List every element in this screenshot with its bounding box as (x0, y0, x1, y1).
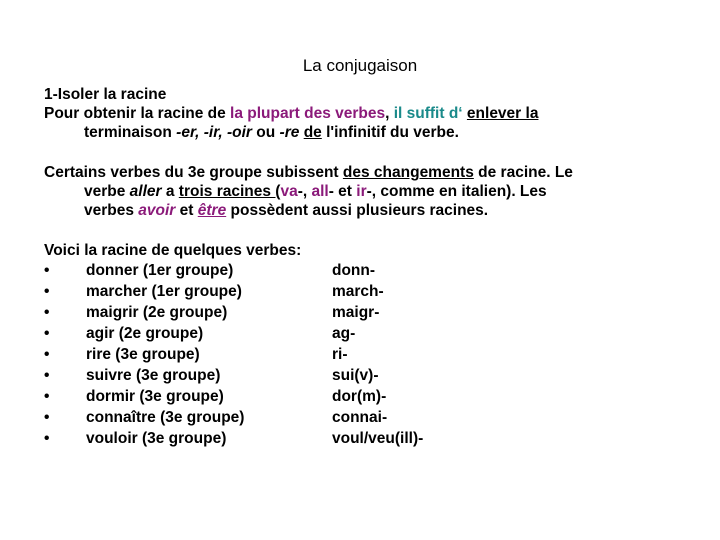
bullet: • (44, 304, 50, 321)
paragraph-2-cont-2 (44, 201, 684, 220)
verb-infinitive: connaître (3e groupe) (86, 409, 245, 426)
list-item (44, 428, 684, 449)
paragraph-2-cont-1 (44, 182, 684, 201)
p2-sep-1: -, (297, 183, 312, 200)
paragraph-1 (44, 104, 684, 123)
p1-text-end: l'infinitif du verbe. (321, 124, 459, 141)
verb-infinitive: dormir (3e groupe) (86, 388, 224, 405)
verb-root: dor(m)- (332, 388, 387, 405)
list-item (44, 323, 684, 344)
bullet: • (44, 367, 50, 384)
verb-root-list (44, 260, 684, 449)
p1-ou: ou (251, 124, 280, 141)
p2-text-b: de racine. Le (473, 164, 573, 181)
p1-highlight-most-verbs: la plupart des verbes (230, 105, 386, 122)
slide-title: La conjugaison (302, 56, 418, 75)
p2-text-et: et (175, 202, 198, 219)
list-item (44, 344, 684, 365)
verb-infinitive: maigrir (2e groupe) (86, 304, 228, 321)
p1-endings: -er, -ir, -oir (176, 124, 252, 141)
bullet: • (44, 283, 50, 300)
bullet: • (44, 388, 50, 405)
verb-root: voul/veu(ill)- (332, 430, 424, 447)
verb-infinitive: marcher (1er groupe) (86, 283, 242, 300)
p2-text-end: possèdent aussi plusieurs racines. (226, 202, 489, 219)
p2-text: Certains verbes du 3e groupe subissent (44, 164, 343, 181)
paragraph-2 (44, 163, 684, 182)
bullet: • (44, 262, 50, 279)
p2-aller: aller (129, 183, 162, 200)
p1-text-ending: terminaison (84, 124, 177, 141)
verb-root: ag- (332, 325, 356, 342)
verb-root: march- (332, 283, 384, 300)
list-item (44, 302, 684, 323)
p1-highlight-suffices: il suffit d‘ (389, 105, 467, 122)
p2-sep-2: - et (328, 183, 357, 200)
list-intro: Voici la racine de quelques verbes: (44, 242, 302, 259)
verb-infinitive: vouloir (3e groupe) (86, 430, 227, 447)
list-item (44, 260, 684, 281)
list-item (44, 386, 684, 407)
p1-underline-de: de (303, 124, 322, 141)
p1-comma: , (385, 105, 390, 122)
spacer (44, 220, 684, 241)
p2-root-ir: ir (356, 183, 367, 200)
verb-root: sui(v)- (332, 367, 379, 384)
verb-root: connai- (332, 409, 388, 426)
verb-root: ri- (332, 346, 348, 363)
p2-text-italian: -, comme en italien). Les (366, 183, 547, 200)
p1-text: Pour obtenir la racine de (44, 105, 231, 122)
p2-underline-changes: des changements (342, 164, 474, 181)
list-item (44, 407, 684, 428)
verb-infinitive: suivre (3e groupe) (86, 367, 221, 384)
verb-root: maigr- (332, 304, 380, 321)
spacer (44, 142, 684, 163)
p2-text-verbe: verbe (84, 183, 130, 200)
p2-etre: être (197, 202, 227, 219)
verb-infinitive: rire (3e groupe) (86, 346, 200, 363)
p2-avoir: avoir (138, 202, 176, 219)
p2-root-va: va (280, 183, 298, 200)
p2-text-a: a (161, 183, 179, 200)
list-item (44, 365, 684, 386)
verb-root: donn- (332, 262, 376, 279)
list-item (44, 281, 684, 302)
p1-underline-remove: enlever la (466, 105, 539, 122)
bullet: • (44, 325, 50, 342)
p2-underline-three-roots: trois racines ( (178, 183, 281, 200)
p2-root-all: all (311, 183, 329, 200)
verb-infinitive: donner (1er groupe) (86, 262, 234, 279)
paragraph-1-cont (44, 123, 684, 142)
verb-infinitive: agir (2e groupe) (86, 325, 204, 342)
p2-text-verbes: verbes (84, 202, 139, 219)
slide-body (44, 85, 684, 449)
bullet: • (44, 346, 50, 363)
bullet: • (44, 430, 50, 447)
p1-ending-re: -re (279, 124, 300, 141)
bullet: • (44, 409, 50, 426)
section-heading: 1-Isoler la racine (44, 86, 167, 103)
